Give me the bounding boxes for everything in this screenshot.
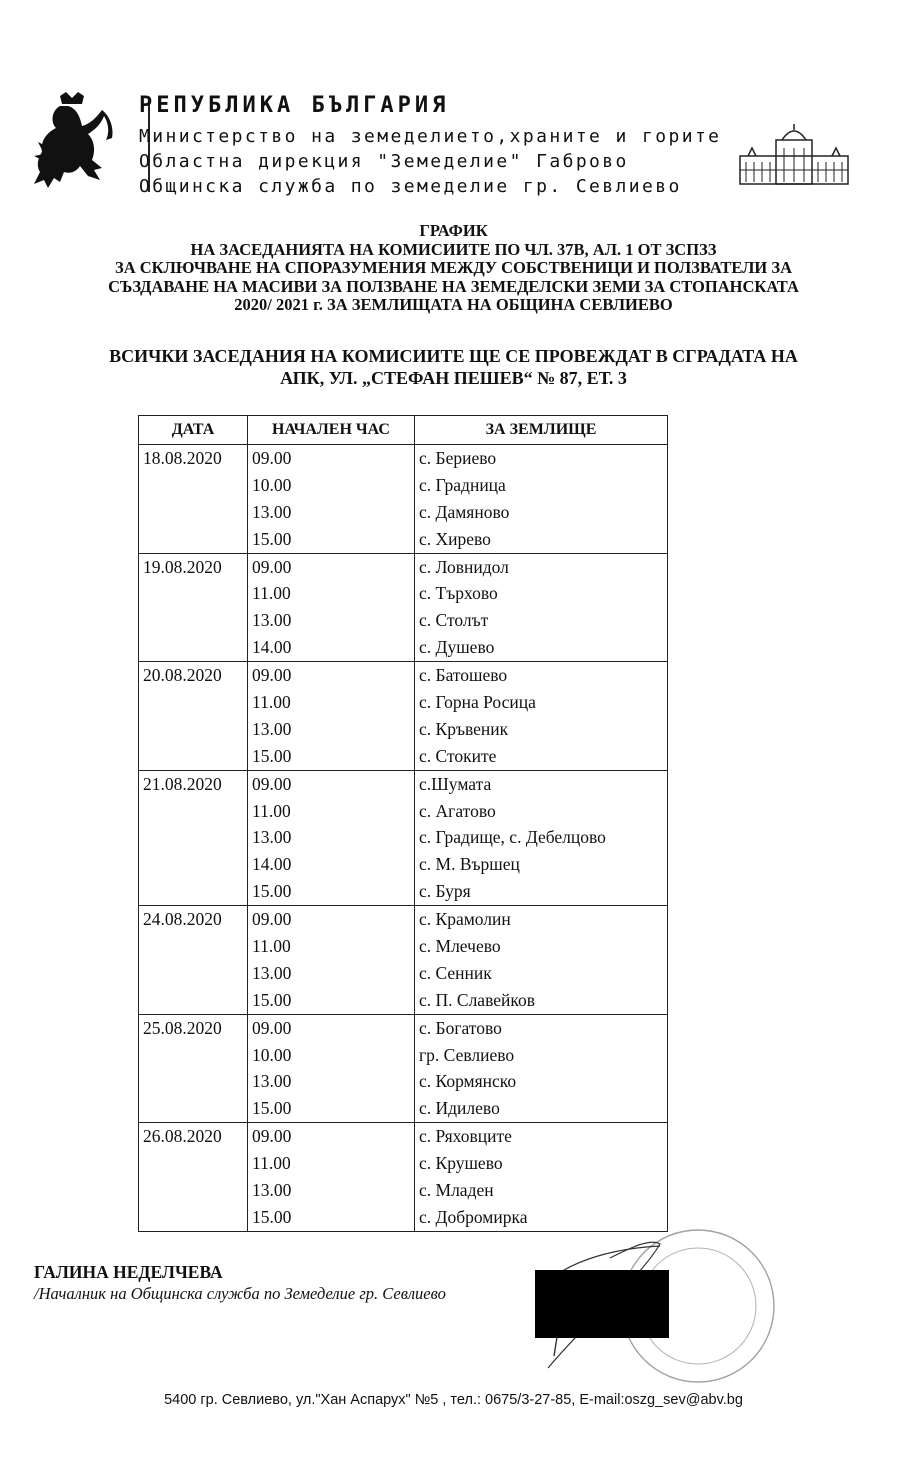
- date-text: 26.08.2020: [143, 1126, 222, 1147]
- place-text: с. Столът: [419, 610, 489, 631]
- time-text: 11.00: [252, 1153, 291, 1174]
- place-text: с. Търхово: [419, 583, 498, 604]
- place-cell: [415, 1123, 668, 1232]
- table-row: [139, 1123, 668, 1232]
- table-row: [139, 906, 668, 1015]
- place-text: с. Богатово: [419, 1017, 502, 1038]
- date-text: 18.08.2020: [143, 448, 222, 468]
- title-line: НА ЗАСЕДАНИЯТА НА КОМИСИИТЕ ПО ЧЛ. 37В, АЛ. 1 ОТ ЗСПЗЗ: [190, 239, 717, 259]
- schedule-body: [139, 445, 668, 1232]
- date-text: 21.08.2020: [143, 773, 222, 794]
- ministry-line: Министерство на земеделието,храните и горите: [139, 126, 722, 147]
- time-text: 11.00: [252, 936, 291, 957]
- place-text: с.Шумата: [419, 773, 492, 794]
- date-cell: [139, 445, 248, 554]
- place-text: с. П. Славейков: [419, 989, 535, 1010]
- place-text: с. Стоките: [419, 745, 497, 766]
- venue-notice: [0, 345, 907, 389]
- coat-of-arms-lion-icon: [30, 92, 114, 196]
- time-text: 09.00: [252, 556, 292, 577]
- directorate-line: Областна дирекция "Земеделие" Габрово: [139, 151, 629, 172]
- date-cell: [139, 1014, 248, 1123]
- date-text: 19.08.2020: [143, 556, 222, 577]
- place-text: с. Душево: [419, 637, 495, 658]
- date-text: 25.08.2020: [143, 1017, 222, 1038]
- time-text: 09.00: [252, 1017, 292, 1038]
- time-cell: [248, 662, 415, 771]
- time-text: 09.00: [252, 665, 292, 686]
- time-text: 13.00: [252, 962, 292, 983]
- time-text: 15.00: [252, 745, 292, 766]
- time-text: 10.00: [252, 1044, 292, 1065]
- republic-title: РЕПУБЛИКА БЪЛГАРИЯ: [139, 93, 450, 118]
- header-start-time: НАЧАЛЕН ЧАС: [248, 416, 415, 445]
- place-cell: [415, 553, 668, 662]
- place-text: с. Крушево: [419, 1153, 503, 1174]
- table-row: [139, 770, 668, 905]
- time-text: 09.00: [252, 448, 292, 468]
- place-text: с. Добромирка: [419, 1206, 528, 1227]
- place-text: с. Млечево: [419, 936, 501, 957]
- time-text: 11.00: [252, 800, 291, 821]
- time-cell: [248, 553, 415, 662]
- signature-block: [34, 1261, 446, 1305]
- venue-line: АПК, УЛ. „СТЕФАН ПЕШЕВ“ № 87, ЕТ. 3: [280, 368, 627, 388]
- place-cell: [415, 662, 668, 771]
- place-text: с. Хирево: [419, 528, 491, 549]
- place-text: с. Батошево: [419, 665, 508, 686]
- time-cell: [248, 906, 415, 1015]
- time-text: 13.00: [252, 610, 292, 631]
- place-text: с. Кормянско: [419, 1071, 517, 1092]
- time-text: 15.00: [252, 989, 292, 1010]
- signatory-name: ГАЛИНА НЕДЕЛЧЕВА: [34, 1262, 223, 1282]
- redaction-box: [535, 1270, 669, 1338]
- place-text: с. Кръвеник: [419, 718, 509, 739]
- date-cell: [139, 662, 248, 771]
- place-text: с. Горна Росица: [419, 692, 536, 713]
- time-cell: [248, 445, 415, 554]
- place-text: с. Агатово: [419, 800, 496, 821]
- time-text: 09.00: [252, 773, 292, 794]
- table-row: [139, 662, 668, 771]
- place-text: с. Дамяново: [419, 501, 510, 522]
- date-text: 20.08.2020: [143, 665, 222, 686]
- time-text: 15.00: [252, 1098, 292, 1119]
- time-text: 09.00: [252, 1126, 292, 1147]
- place-cell: [415, 906, 668, 1015]
- place-text: с. Бериево: [419, 448, 497, 468]
- place-text: гр. Севлиево: [419, 1044, 515, 1065]
- place-text: с. Градище, с. Дебелцово: [419, 827, 606, 848]
- time-text: 13.00: [252, 718, 292, 739]
- time-text: 10.00: [252, 474, 292, 495]
- time-text: 11.00: [252, 692, 291, 713]
- office-line: Общинска служба по земеделие гр. Севлиево: [139, 176, 682, 197]
- date-cell: [139, 770, 248, 905]
- time-text: 13.00: [252, 501, 292, 522]
- building-emblem-icon: [738, 122, 850, 186]
- place-text: с. Ряховците: [419, 1126, 512, 1147]
- date-text: 24.08.2020: [143, 909, 222, 930]
- table-header-row: [139, 416, 668, 445]
- place-text: с. Младен: [419, 1180, 494, 1201]
- place-text: с. Градница: [419, 474, 506, 495]
- header-land-area: ЗА ЗЕМЛИЩЕ: [415, 416, 668, 445]
- title-line: ЗА СКЛЮЧВАНЕ НА СПОРАЗУМЕНИЯ МЕЖДУ СОБСТВЕНИЦИ И ПОЛЗВАТЕЛИ ЗА: [115, 258, 792, 277]
- place-text: с. Идилево: [419, 1098, 500, 1119]
- venue-line: ВСИЧКИ ЗАСЕДАНИЯ НА КОМИСИИТЕ ЩЕ СЕ ПРОВЕЖДАТ В СГРАДАТА НА: [109, 346, 798, 366]
- time-text: 15.00: [252, 881, 292, 902]
- time-text: 14.00: [252, 637, 292, 658]
- time-cell: [248, 1014, 415, 1123]
- time-text: 15.00: [252, 528, 292, 549]
- place-cell: [415, 770, 668, 905]
- date-cell: [139, 906, 248, 1015]
- schedule-table: [138, 415, 668, 1232]
- date-cell: [139, 1123, 248, 1232]
- letterhead-text: [139, 94, 721, 199]
- footer-contacts: 5400 гр. Севлиево, ул."Хан Аспарух" №5 , тел.: 0675/3-27-85, E-mail:oszg_sev@abv.bg: [164, 1392, 743, 1408]
- time-text: 09.00: [252, 909, 292, 930]
- place-text: с. Сенник: [419, 962, 492, 983]
- time-text: 13.00: [252, 827, 292, 848]
- place-text: с. Буря: [419, 881, 471, 902]
- document-title: [0, 222, 907, 315]
- time-cell: [248, 1123, 415, 1232]
- table-row: [139, 553, 668, 662]
- table-row: [139, 1014, 668, 1123]
- place-text: с. Крамолин: [419, 909, 511, 930]
- title-line: ГРАФИК: [419, 221, 488, 240]
- date-cell: [139, 553, 248, 662]
- letterhead: [24, 88, 884, 198]
- table-row: [139, 445, 668, 554]
- time-text: 13.00: [252, 1180, 292, 1201]
- title-line: СЪЗДАВАНЕ НА МАСИВИ ЗА ПОЛЗВАНЕ НА ЗЕМЕДЕЛСКИ ЗЕМИ ЗА СТОПАНСКАТА: [108, 276, 799, 296]
- title-line: 2020/ 2021 г. ЗА ЗЕМЛИЩАТА НА ОБЩИНА СЕВЛИЕВО: [234, 295, 673, 314]
- time-text: 15.00: [252, 1206, 292, 1227]
- place-cell: [415, 445, 668, 554]
- time-text: 13.00: [252, 1071, 292, 1092]
- signatory-role: /Началник на Общинска служба по Земеделие гр. Севлиево: [34, 1284, 446, 1303]
- place-text: с. М. Вършец: [419, 854, 520, 875]
- header-date: ДАТА: [139, 416, 248, 445]
- time-text: 14.00: [252, 854, 292, 875]
- place-cell: [415, 1014, 668, 1123]
- place-text: с. Ловнидол: [419, 556, 509, 577]
- time-text: 11.00: [252, 583, 291, 604]
- time-cell: [248, 770, 415, 905]
